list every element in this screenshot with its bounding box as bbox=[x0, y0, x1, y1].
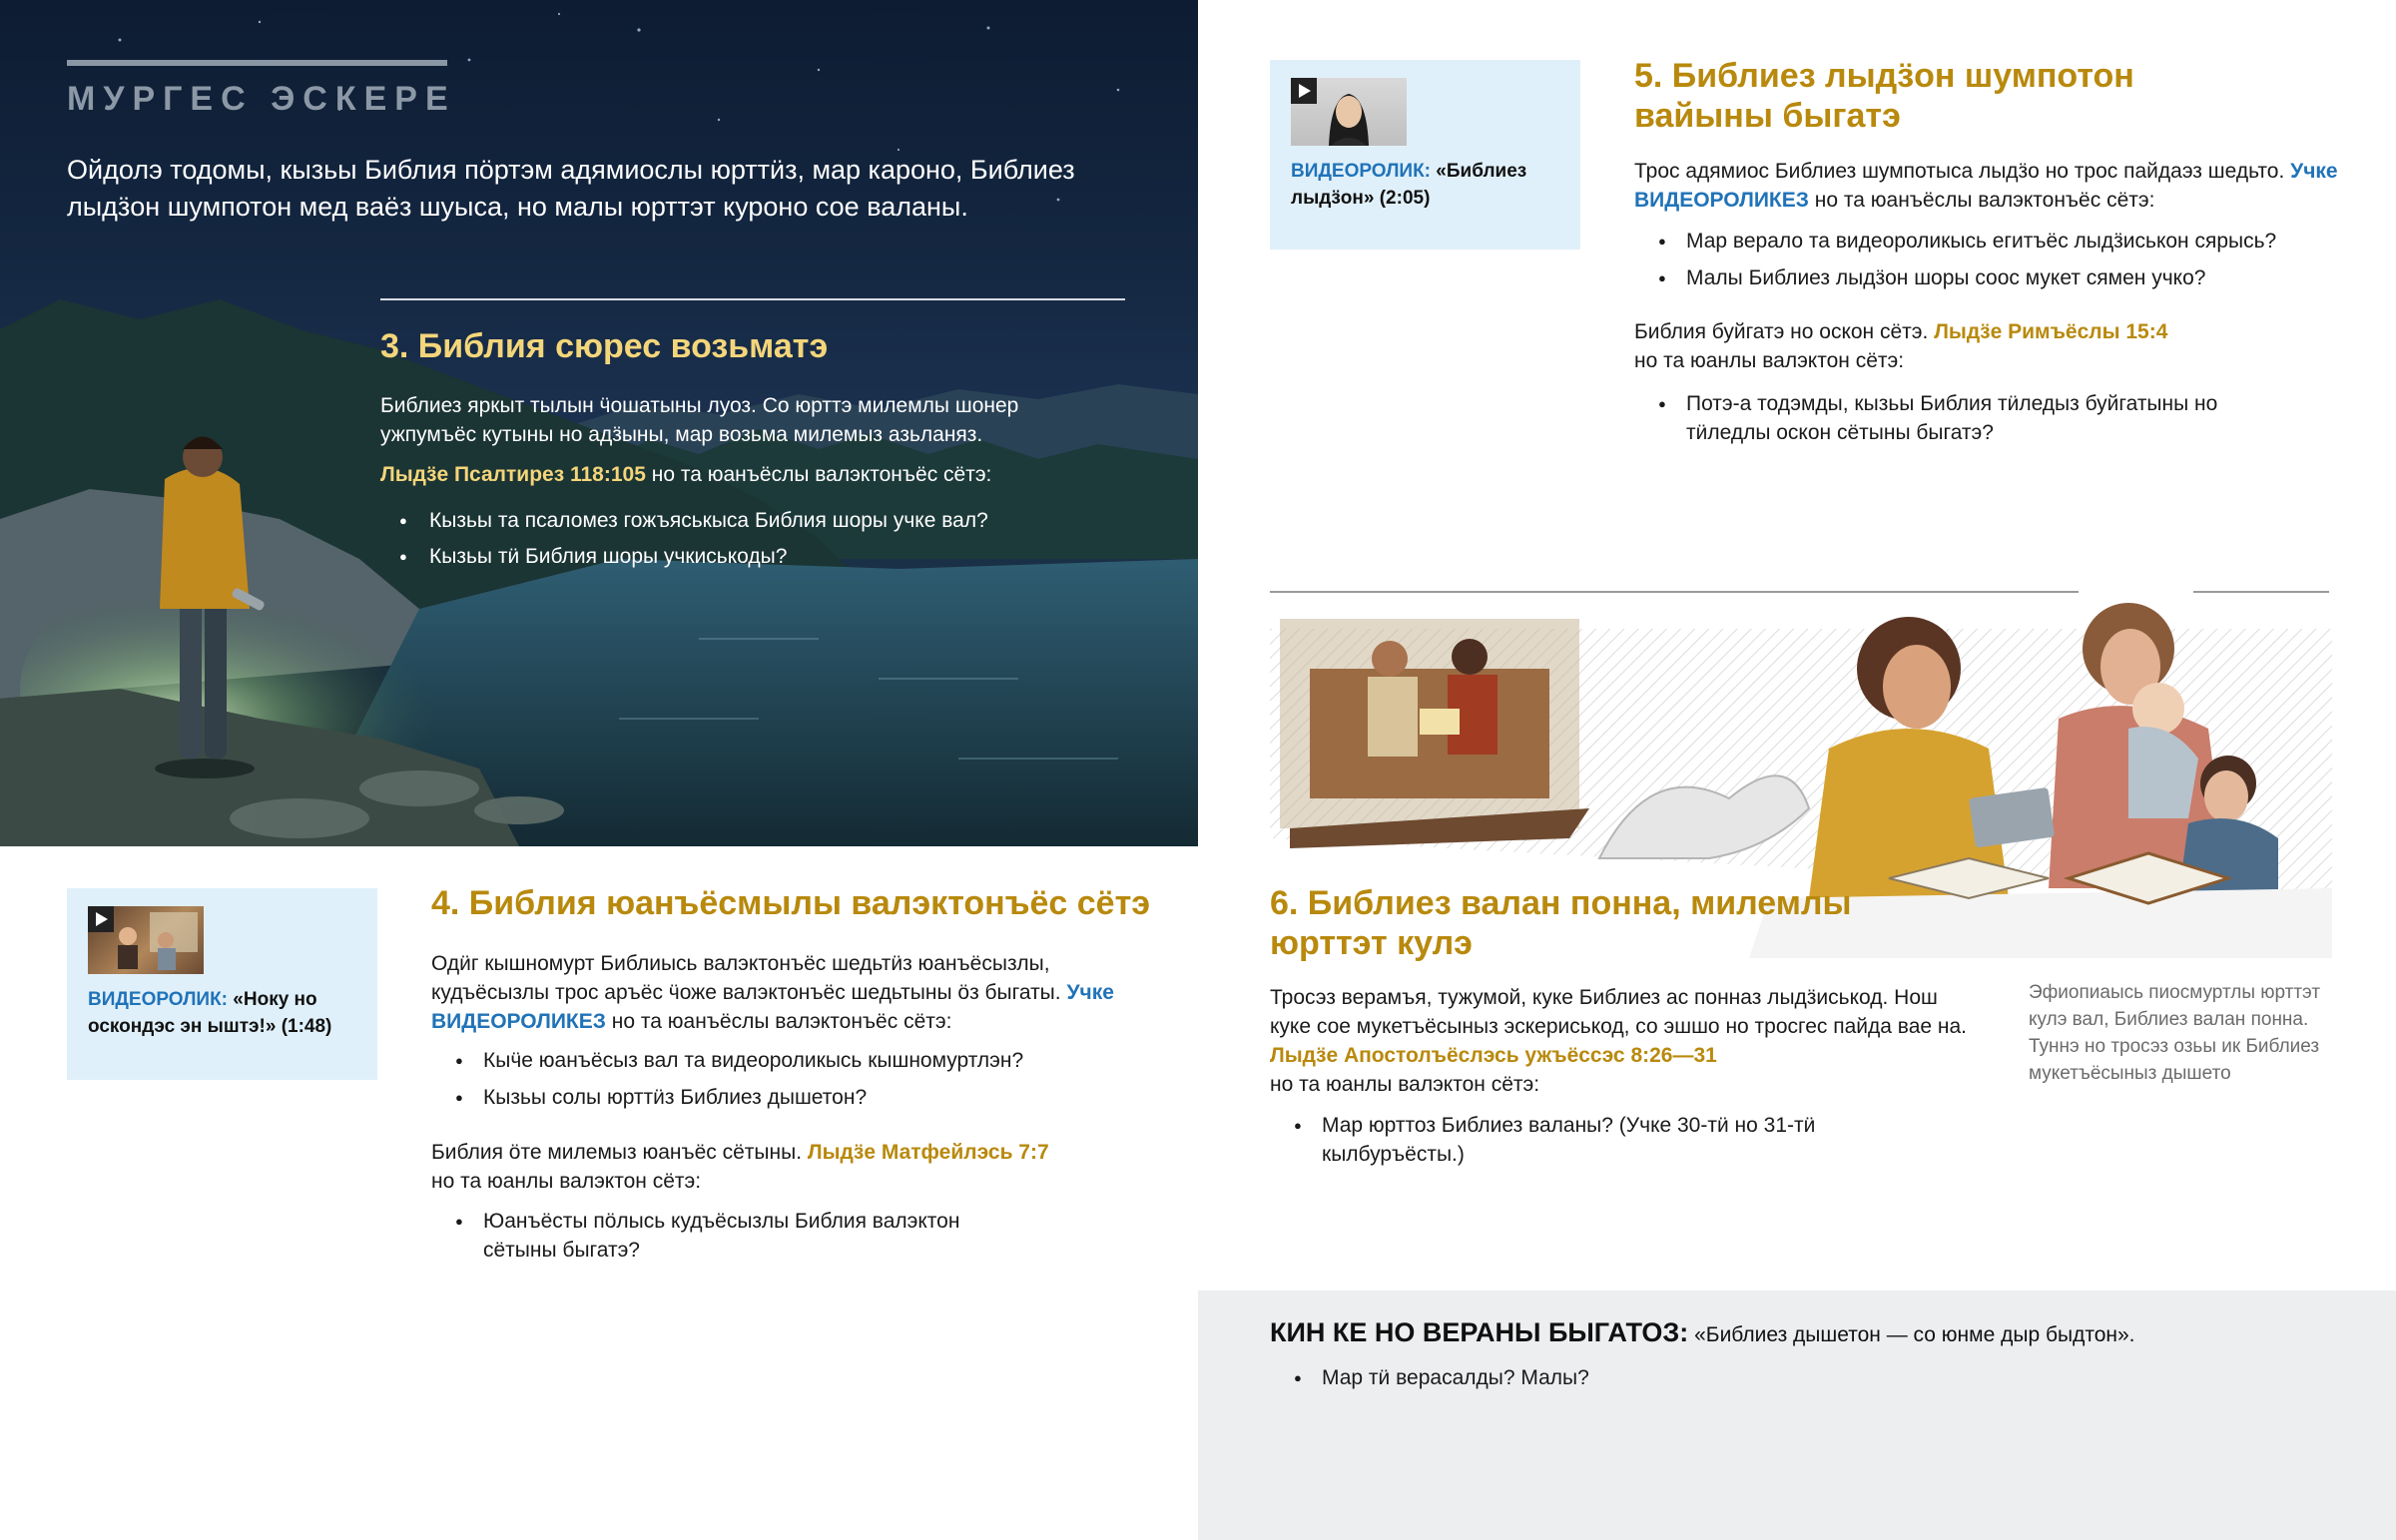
play-icon[interactable] bbox=[88, 906, 114, 932]
video-link[interactable]: Учке ВИДЕОРОЛИКЕЗ bbox=[1634, 160, 2338, 212]
video-caption[interactable]: ВИДЕОРОЛИК: «Библиез лыдӟон» (2:05) bbox=[1291, 161, 1527, 209]
section-4-paragraph-1: Одӥг кышномурт Библиысь валэктонъёс шедьтӥз юанъёсызлы, кудъёсызлы трос аръёс ӵоже валэктонъёс шедьтыны ӧз быгаты. Учке ВИДЕОРОЛИКЕЗ но та юанъёслы валэктонъёс сётэ: bbox=[431, 952, 1114, 1033]
section-6-paragraph-1: Тросэз верамъя, тужумой, куке Библиез ас понназ лыдӟиськод. Нош куке сое мукетъёсыныз эскериськод, со эшшо но тросгес пайда вае на. Лыдӟе Апостолъёслэсь ужъёссэс 8:26—31 но та юанлы валэктон сётэ: bbox=[1270, 986, 1968, 1096]
section-6-title: 6. Библиез валан понна, милемлы юрттэт кулэ bbox=[1270, 884, 1852, 962]
video-caption[interactable]: ВИДЕОРОЛИК: «Ноку но оскондэс эн ыштэ!» (1:48) bbox=[88, 989, 332, 1037]
section-3-reference: Лыдӟе Псалтирез 118:105 но та юанъёслы валэктонъёс сётэ: bbox=[380, 463, 992, 486]
question-item: ● Мар тӥ верасалды? Малы? bbox=[1294, 1363, 1993, 1392]
scripture-link[interactable]: Лыдӟе Апостолъёслэсь ужъёссэс 8:26—31 bbox=[1270, 1044, 1717, 1067]
section-5-paragraph-1: Трос адямиос Библиез шумпотыса лыдӟо но трос пайдаэз шедьто. Учке ВИДЕОРОЛИКЕЗ но та юанъёслы валэктонъёс сётэ: bbox=[1634, 160, 2338, 212]
section-5-title: 5. Библиез лыдӟон шумпотон вайыны быгатэ bbox=[1634, 57, 2134, 135]
question-item: ● Мар верало та видеороликысь егитъёс лыдӟиськон сярысь? bbox=[1658, 227, 2357, 256]
divider bbox=[380, 298, 1125, 300]
question-item: ● Юанъёсты пӧлысь кудъёсызлы Библия валэктон сётыны быгатэ? bbox=[455, 1207, 1034, 1265]
section-6-questions bbox=[1294, 1111, 1893, 1177]
section-4-questions-1 bbox=[455, 1046, 1134, 1120]
discussion-questions bbox=[1294, 1363, 1993, 1400]
video-thumbnail[interactable] bbox=[88, 906, 204, 974]
video-link[interactable]: Учке ВИДЕОРОЛИКЕЗ bbox=[431, 981, 1114, 1033]
section-3-title: 3. Библия сюрес возьматэ bbox=[380, 327, 829, 365]
section-4-paragraph-2: Библия ӧте милемыз юанъёс сётыны. Лыдӟе Матфейлэсь 7:7 но та юанлы валэктон сётэ: bbox=[431, 1141, 1049, 1193]
section-kicker: МУРГЕС ЭСКЕРЕ bbox=[67, 80, 456, 118]
video-box-section-4[interactable] bbox=[67, 888, 377, 1080]
question-item: ● Кызьы солы юрттӥз Библиез дышетон? bbox=[455, 1083, 1134, 1112]
section-3-questions bbox=[399, 503, 988, 575]
video-thumbnail[interactable] bbox=[1291, 78, 1407, 146]
section-4-title: 4. Библия юанъёсмылы валэктонъёс сётэ bbox=[431, 884, 1150, 922]
kicker-bar bbox=[67, 60, 447, 66]
illustration-caption: Эфиопиаысь пиосмуртлы юрттэт кулэ вал, Библиез валан понна. Туннэ но тросэз озьы ик Библиез мукетъёсыныз дышето bbox=[2029, 982, 2321, 1084]
section-4-questions-2 bbox=[455, 1207, 1034, 1273]
discussion-kicker: КИН КЕ НО ВЕРАНЫ БЫГАТОЗ: bbox=[1270, 1317, 1689, 1347]
question-item: ● Кыӵе юанъёсыз вал та видеороликысь кышномуртлэн? bbox=[455, 1046, 1134, 1075]
scripture-link[interactable]: Лыдӟе Матфейлэсь 7:7 bbox=[807, 1141, 1049, 1164]
question-item: ● Малы Библиез лыдӟон шоры соос мукет сямен учко? bbox=[1658, 263, 2357, 292]
video-box-section-5[interactable] bbox=[1270, 60, 1580, 250]
question-item: ● Кызьы тӥ Библия шоры учкиськоды? bbox=[399, 539, 988, 575]
section-3-paragraph: Библиез яркыт тылын ӵошатыны луоз. Со юрттэ милемлы шонер ужпумъёс кутыны но адӟыны, мар возьма милемыз азьланяз. bbox=[380, 394, 1019, 446]
intro-paragraph: Ойдолэ тодомы, кызьы Библия пӧртэм адямиослы юрттӥз, мар кароно, Библиез лыдӟон шумпотон мед ваёз шуыса, но малы юрттэт куроно сое валаны. bbox=[67, 155, 1075, 222]
play-icon[interactable] bbox=[1291, 78, 1317, 104]
scripture-link[interactable]: Лыдӟе Римъёслы 15:4 bbox=[1934, 320, 2168, 343]
section-5-questions-2 bbox=[1658, 389, 2237, 455]
question-item: ● Мар юрттоз Библиез валаны? (Учке 30-тӥ но 31-тӥ кылбуръёсты.) bbox=[1294, 1111, 1893, 1169]
scripture-link[interactable]: Лыдӟе Псалтирез 118:105 bbox=[380, 463, 646, 486]
question-item: ● Потэ-а тодэмды, кызьы Библия тӥледыз буйгатыны но тӥледлы оскон сётыны быгатэ? bbox=[1658, 389, 2237, 447]
section-5-paragraph-2: Библия буйгатэ но оскон сётэ. Лыдӟе Римъёслы 15:4 но та юанлы валэктон сётэ: bbox=[1634, 320, 2168, 372]
discussion-quote: «Библиез дышетон — со юнме дыр быдтон». bbox=[1688, 1323, 2135, 1346]
section-5-questions-1 bbox=[1658, 227, 2357, 300]
hero-illustration-panel bbox=[0, 0, 1198, 846]
discussion-prompt bbox=[1270, 1317, 2135, 1348]
question-item: ● Кызьы та псаломез гожъяськыса Библия шоры учке вал? bbox=[399, 503, 988, 539]
